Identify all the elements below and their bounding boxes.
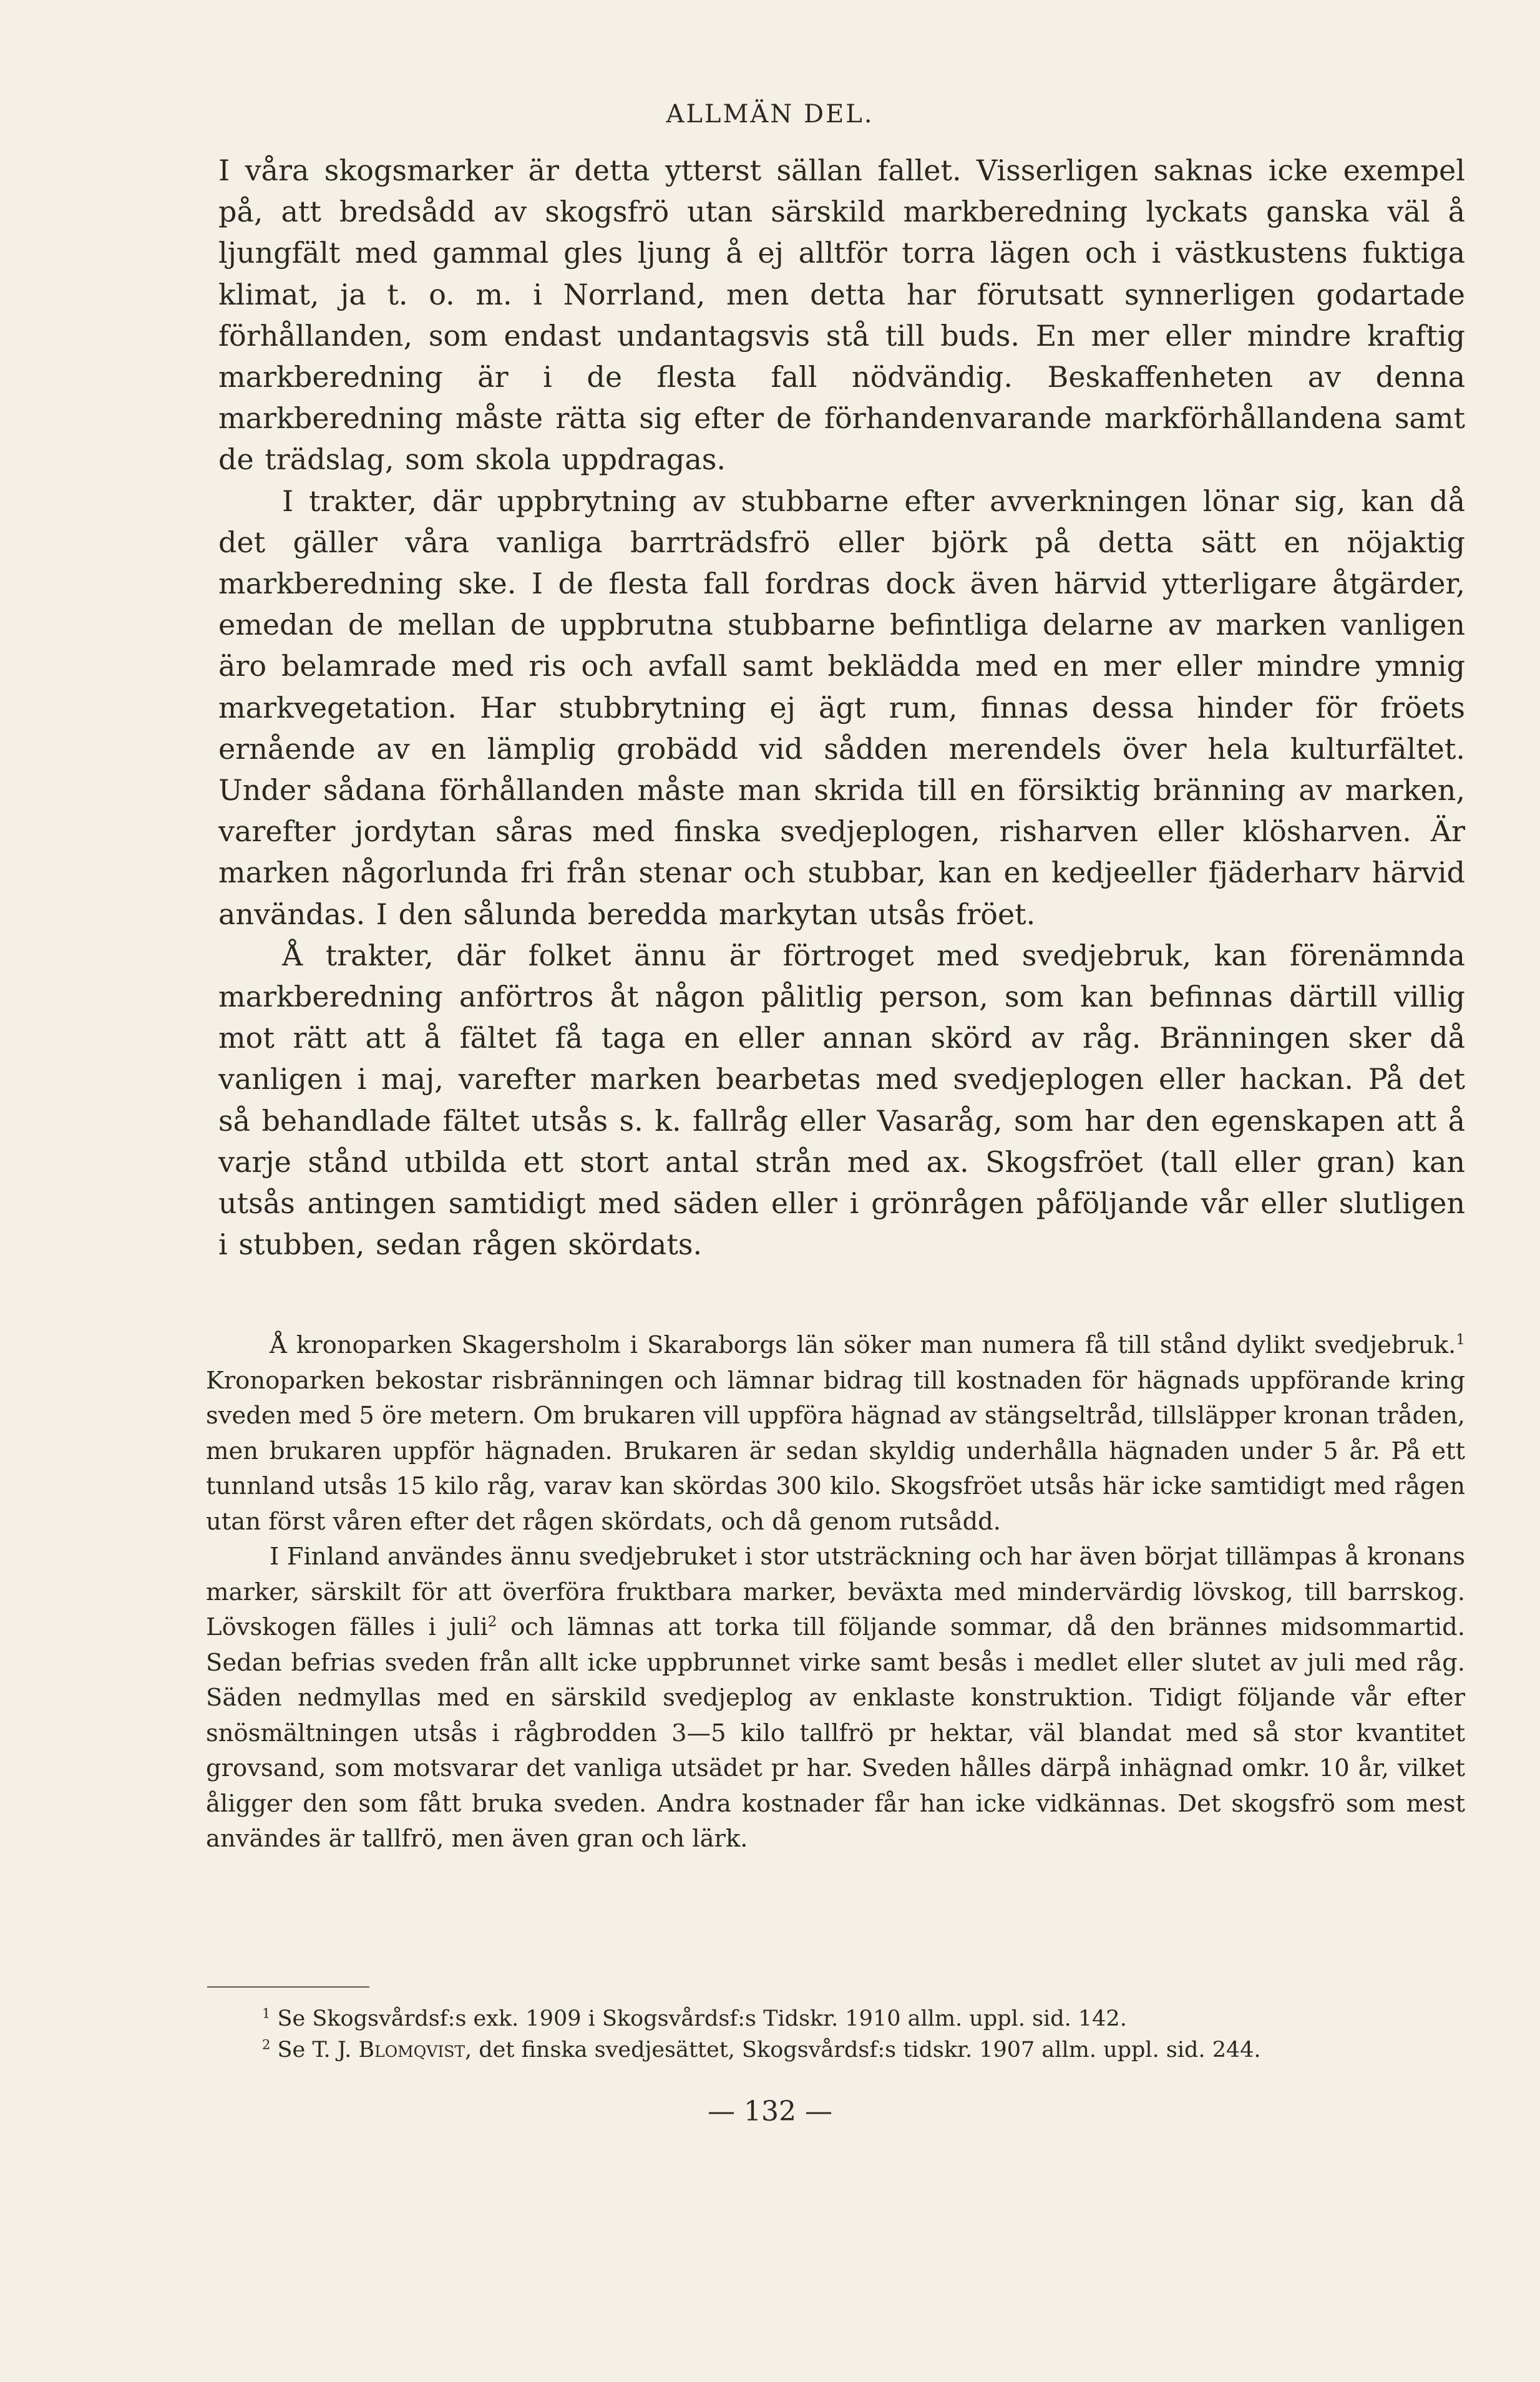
paragraph: I våra skogsmarker är detta ytterst sällan fallet. Visserligen saknas icke exempel på, att bredsådd av skogsfrö utan särskild markberedning lyckats ganska väl å ljungfält med gammal gles ljung å ej alltför torra lägen och i västkustens fuktiga klimat, ja t. o. m. i Norrland, men detta har förutsatt synnerligen godartade förhållanden, som endast undantagsvis stå till buds. En mer eller mindre kraftig markberedning är i de flesta fall nödvändig. Beskaffenheten av denna markberedning måste rätta sig efter de förhandenvarande markförhållandena samt de trädslag, som skola uppdragas. [218,154,1465,477]
paragraph: Å trakter, där folket ännu är förtroget med svedjebruk, kan förenämnda markberedning anförtros åt någon pålitlig person, som kan befinnas därtill villig mot rätt att å fältet få taga en eller annan skörd av råg. Bränningen sker då vanligen i maj, varefter marken bearbetas med svedjeplogen eller hackan. På det så behandlade fältet utsås s. k. fallråg eller Vasaråg, som har den egenskapen att å varje stånd utbilda ett stort antal strån med ax. Skogsfröet (tall eller gran) kan utsås antingen samtidigt med säden eller i grönrågen påföljande vår eller slutligen i stubben, sedan rågen skördats. [218,938,1465,1262]
text-run: I Finland användes ännu svedjebruket i stor utsträckning och har även börjat tillämpas å kronans marker, särskilt för att överföra fruktbara marker, beväxta med mindervärdig lövskog, till barrskog. Lövskogen fälles i juli [206,1543,1465,1641]
text-run: Kronoparken bekostar risbränningen och lämnar bidrag till kostnaden för hägnads uppförande kring sveden med 5 öre metern. Om brukaren vill uppföra hägnad av stängseltråd, tillsläpper kronan tråden, men brukaren uppför hägnaden. Brukaren är sedan skyldig underhålla hägnaden under 5 år. På ett tunnland utsås 15 kilo råg, varav kan skördas 300 kilo. Skogsfröet utsås här icke samtidigt med rågen utan först våren efter det rågen skördats, och då genom rutsådd. [206,1366,1465,1536]
running-head: ALLMÄN DEL. [666,100,874,129]
paragraph: I trakter, där uppbrytning av stubbarne efter avverkningen lönar sig, kan då det gäller våra vanliga barrträdsfrö eller björk på detta sätt en nöjaktig markberedning ske. I de flesta fall fordras dock även härvid ytterligare åtgärder, emedan de mellan de uppbrutna stubbarne befintliga delarne av marken vanligen äro belamrade med ris och avfall samt beklädda med en mer eller mindre ymnig markvegetation. Har stubbrytning ej ägt rum, finnas dessa hinder för fröets ernående av en lämplig grobädd vid sådden merendels över hela kulturfältet. Under sådana förhållanden måste man skrida till en försiktig bränning av marken, varefter jordytan såras med finska svedjeplogen, risharven eller klösharven. Är marken någorlunda fri från stenar och stubbar, kan en kedjeeller fjäderharv härvid användas. I den sålunda beredda markytan utsås fröet. [218,484,1465,931]
footnote-mark: 1 [262,2006,271,2021]
small-paragraph [206,1328,1465,1540]
footnote-separator [207,1986,369,1988]
footnote-reference: 2 [487,1614,497,1631]
main-text [218,150,1465,1265]
footnote [262,2003,1460,2034]
small-print-section [206,1328,1465,1857]
author-name: Blomqvist [358,2038,465,2062]
small-paragraph [206,1540,1465,1857]
footnotes [262,2003,1460,2066]
footnote-text: Se Skogsvårdsf:s exk. 1909 i Skogsvårdsf:s Tidskr. 1910 allm. uppl. sid. 142. [277,2006,1127,2031]
text-run: Å kronoparken Skagersholm i Skaraborgs län söker man numera få till stånd dylikt svedjebruk. [270,1331,1456,1359]
footnote [262,2034,1460,2066]
footnote-text: Se T. J. [277,2038,359,2062]
page-number: — 132 — [708,2096,832,2127]
footnote-mark: 2 [262,2037,271,2053]
footnote-text: , det finska svedjesättet, Skogsvårdsf:s tidskr. 1907 allm. uppl. sid. 244. [465,2038,1261,2062]
footnote-reference: 1 [1456,1332,1465,1349]
text-run: och lämnas att torka till följande sommar, då den brännes midsommartid. Sedan befrias sveden från allt icke uppbrunnet virke samt besås i medlet eller slutet av juli med råg. Säden nedmyllas med en särskild svedjeplog av enklaste konstruktion. Tidigt följande vår efter snösmältningen utsås i rågbrodden 3—5 kilo tallfrö pr hektar, väl blandat med så stor kvantitet grovsand, som motsvarar det vanliga utsädet pr har. Sveden hålles därpå inhägnad omkr. 10 år, vilket åligger den som fått bruka sveden. Andra kostnader får han icke vidkännas. Det skogsfrö som mest användes är tallfrö, men även gran och lärk. [206,1613,1465,1853]
